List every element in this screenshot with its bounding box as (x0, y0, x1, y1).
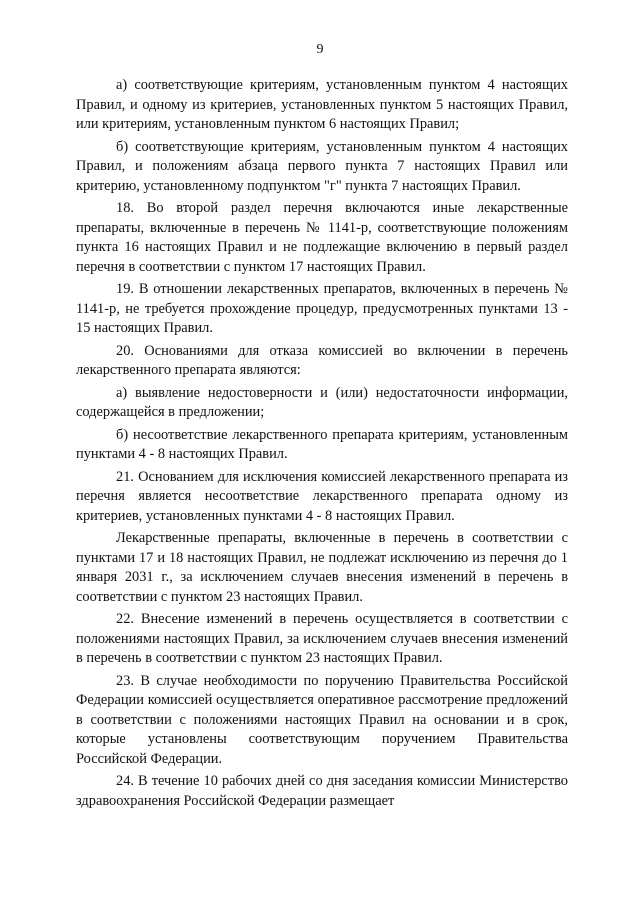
page-number: 9 (316, 42, 324, 57)
paragraph-22: 22. Внесение изменений в перечень осуществляется в соответствии с положениями настоящих Правил, за исключением случаев внесения изменений в перечень в соответствии с пунктом 23 настоящих Правил. (76, 611, 568, 666)
paragraph-19: 19. В отношении лекарственных препаратов, включенных в перечень № 1141-р, не требуется прохождение процедур, предусмотренных пунктами 13 - 15 настоящих Правил. (76, 281, 568, 336)
paragraph-23: 23. В случае необходимости по поручению Правительства Российской Федерации комиссией осуществляется оперативное рассмотрение предложений в соответствии с положениями настоящих Правил на основании и в срок, которые установлены соответствующим поручением Правительства Российской Федерации. (76, 672, 568, 767)
paragraph-21: 21. Основанием для исключения комиссией лекарственного препарата из перечня является несоответствие лекарственного препарата одному из критериев, установленных пунктами 4 - 8 настоящих Правил. (76, 468, 568, 524)
paragraph-20a: а) выявление недостоверности и (или) недостаточности информации, содержащейся в предложении; (76, 384, 568, 420)
paragraph-24: 24. В течение 10 рабочих дней со дня заседания комиссии Министерство здравоохранения Российской Федерации размещает (76, 773, 568, 809)
paragraph-17b: б) соответствующие критериям, установленным пунктом 4 настоящих Правил, и положениям абзаца первого пункта 7 настоящих Правил или критерию, установленному подпунктом "г" пункта 7 настоящих Правил. (76, 138, 568, 194)
document-body (76, 76, 568, 814)
paragraph-20b: б) несоответствие лекарственного препарата критериям, установленным пунктами 4 - 8 настоящих Правил. (76, 426, 568, 462)
paragraph-18: 18. Во второй раздел перечня включаются иные лекарственные препараты, включенные в перечень № 1141-р, соответствующие положениям пункта 16 настоящих Правил и не подлежащие включению в первый раздел перечня в соответствии с пунктом 17 настоящих Правил. (76, 200, 568, 275)
paragraph-21-continued: Лекарственные препараты, включенные в перечень в соответствии с пунктами 17 и 18 настоящих Правил, не подлежат исключению из перечня до 1 января 2031 г., за исключением случаев внесения изменений в перечень в соответствии с пунктом 23 настоящих Правил. (76, 530, 568, 605)
paragraph-17a: а) соответствующие критериям, установленным пунктом 4 настоящих Правил, и одному из критериев, установленных пунктом 5 настоящих Правил, или критериям, установленным пунктом 6 настоящих Правил; (76, 77, 568, 132)
paragraph-20: 20. Основаниями для отказа комиссией во включении в перечень лекарственного препарата являются: (76, 342, 568, 378)
